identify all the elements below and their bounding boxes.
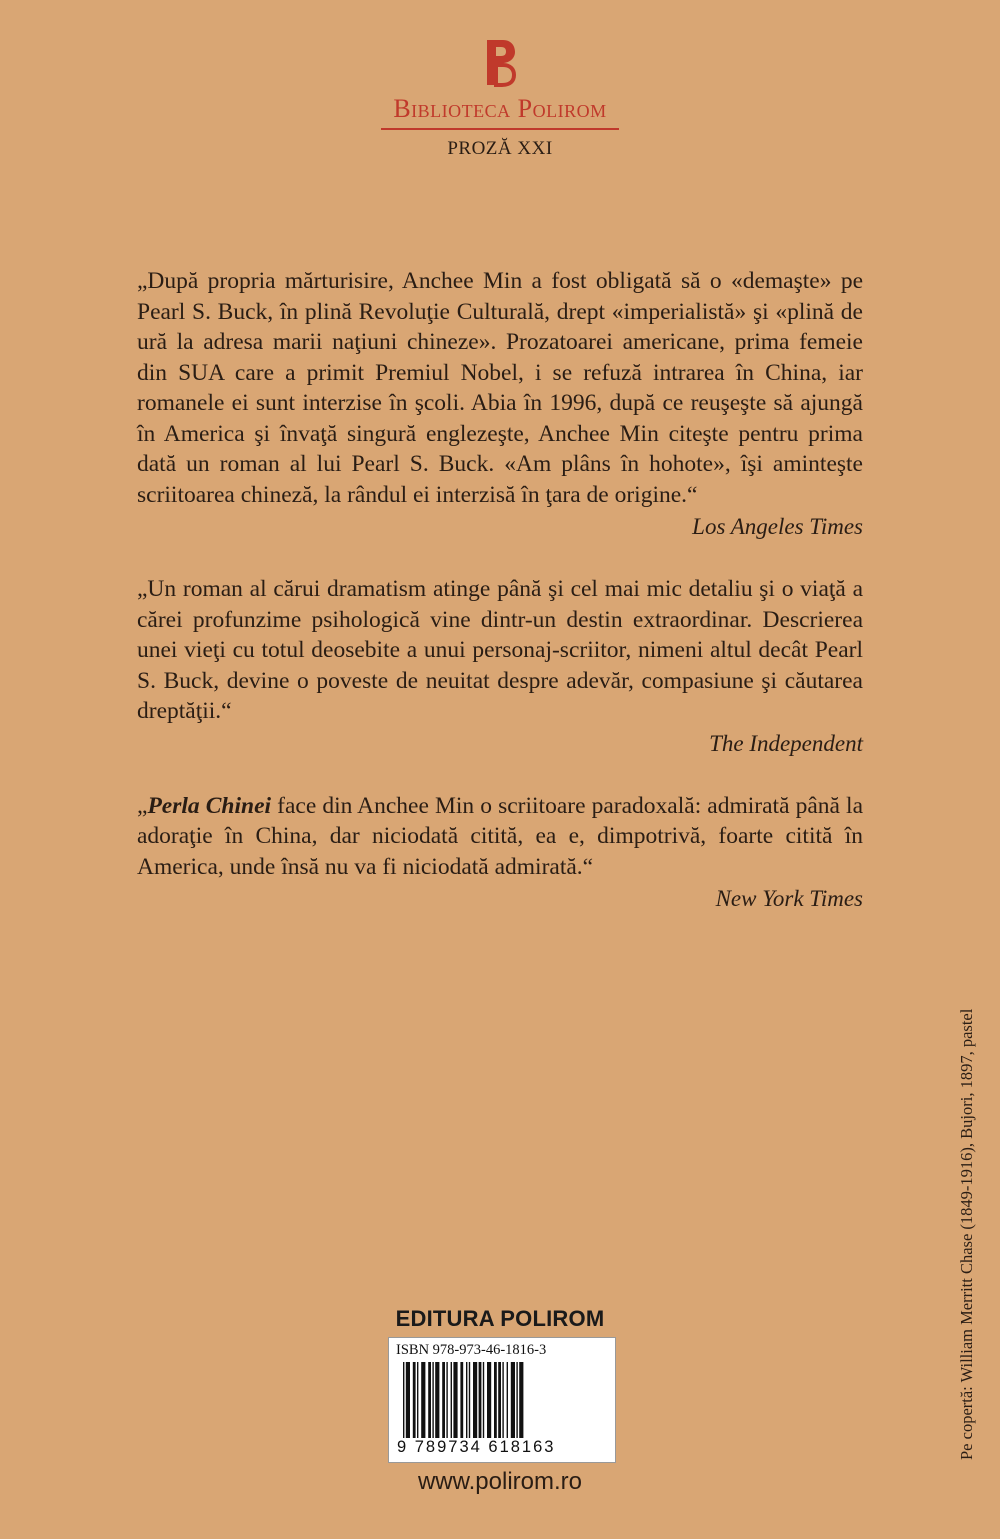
- barcode-bar: [487, 1362, 491, 1438]
- press-quotes: [137, 266, 863, 914]
- series-logo: [380, 38, 620, 160]
- publisher-name: EDITURA POLIROM: [395, 1306, 605, 1331]
- barcode-bar: [406, 1362, 410, 1438]
- barcode-bar: [479, 1362, 482, 1438]
- barcode-bar: [446, 1362, 447, 1438]
- series-name: Biblioteca Polirom: [393, 94, 607, 123]
- barcode-bar: [428, 1362, 431, 1438]
- barcode-bar: [519, 1362, 523, 1438]
- cover-credit: Pe copertă: William Merritt Chase (1849-1916), Bujori, 1897, pastel: [957, 1008, 976, 1460]
- barcode-bar: [483, 1362, 484, 1438]
- publisher-website: www.polirom.ro: [417, 1468, 583, 1495]
- quote-opening-mark: „: [137, 792, 148, 819]
- logo-divider: [381, 128, 619, 130]
- barcode-bar: [435, 1362, 439, 1438]
- barcode-bar: [494, 1362, 497, 1438]
- barcode-bar: [432, 1362, 433, 1438]
- polirom-p-monogram-icon: [483, 38, 517, 88]
- barcode: [388, 1337, 616, 1463]
- quote-text: [137, 791, 863, 883]
- barcode-bar: [466, 1362, 467, 1438]
- collection-name: PROZĂ XXI: [447, 138, 553, 159]
- barcode-bar: [460, 1362, 463, 1438]
- barcode-bar: [502, 1362, 503, 1438]
- barcode-bars: [403, 1362, 603, 1438]
- barcode-digits: 9 789734 618163: [397, 1438, 556, 1456]
- barcode-bar: [469, 1362, 470, 1438]
- quote-source: New York Times: [715, 886, 863, 911]
- isbn-label: ISBN 978-973-46-1816-3: [396, 1342, 547, 1358]
- barcode-bar: [498, 1362, 501, 1438]
- quote-block: [137, 791, 863, 915]
- quote-source: Los Angeles Times: [692, 514, 863, 539]
- barcode-bar: [421, 1362, 425, 1438]
- barcode-bar: [417, 1362, 418, 1438]
- barcode-bar: [473, 1362, 477, 1438]
- quote-block: [137, 574, 863, 759]
- barcode-bar: [403, 1362, 404, 1438]
- quote-text: „După propria mărturisire, Anchee Min a fost obligată să o «demaşte» pe Pearl S. Buck, în plină Revoluţie Culturală, drept «imperialistă» şi «plină de ură la adresa marii naţiuni chineze». Prozatoarei americane, prima femeie din SUA care a primit Premiul Nobel, i se refuză intrarea în China, iar romanele ei sunt interzise în şcoli. Abia în 1996, după ce reuşeşte să ajungă în America şi învaţă singură englezeşte, Anchee Min citeşte pentru prima dată un roman al lui Pearl S. Buck. «Am plâns în hohote», îşi aminteşte scriitoarea chineză, la rândul ei interzisă în ţara de origine.“: [137, 268, 863, 508]
- barcode-bar: [516, 1362, 517, 1438]
- quote-block: [137, 266, 863, 542]
- quote-source: The Independent: [709, 730, 863, 756]
- quote-text: „Un roman al cărui dramatism atinge până şi cel mai mic detaliu şi o viaţă a cărei profunzime psihologică vine dintr-un destin extraordinar. Descrierea unei vieţi cu totul deosebite a unui personaj-scriitor, nimeni altul decât Pearl S. Buck, devine o poveste de neuitat despre adevăr, compasiune şi căutarea dreptăţii.“: [137, 576, 863, 724]
- barcode-bar: [507, 1362, 508, 1438]
- quote-body: face din Anchee Min o scriitoare paradoxală: admirată până la adoraţie în China, dar niciodată citită, ea e, dimpotrivă, foarte citită în America, unde însă nu va fi niciodată admirată.“: [137, 792, 864, 880]
- barcode-bar: [413, 1362, 416, 1438]
- barcode-bar: [442, 1362, 445, 1438]
- barcode-bar: [451, 1362, 452, 1438]
- book-title: Perla Chinei: [147, 792, 272, 819]
- barcode-bar: [511, 1362, 515, 1438]
- barcode-bar: [453, 1362, 457, 1438]
